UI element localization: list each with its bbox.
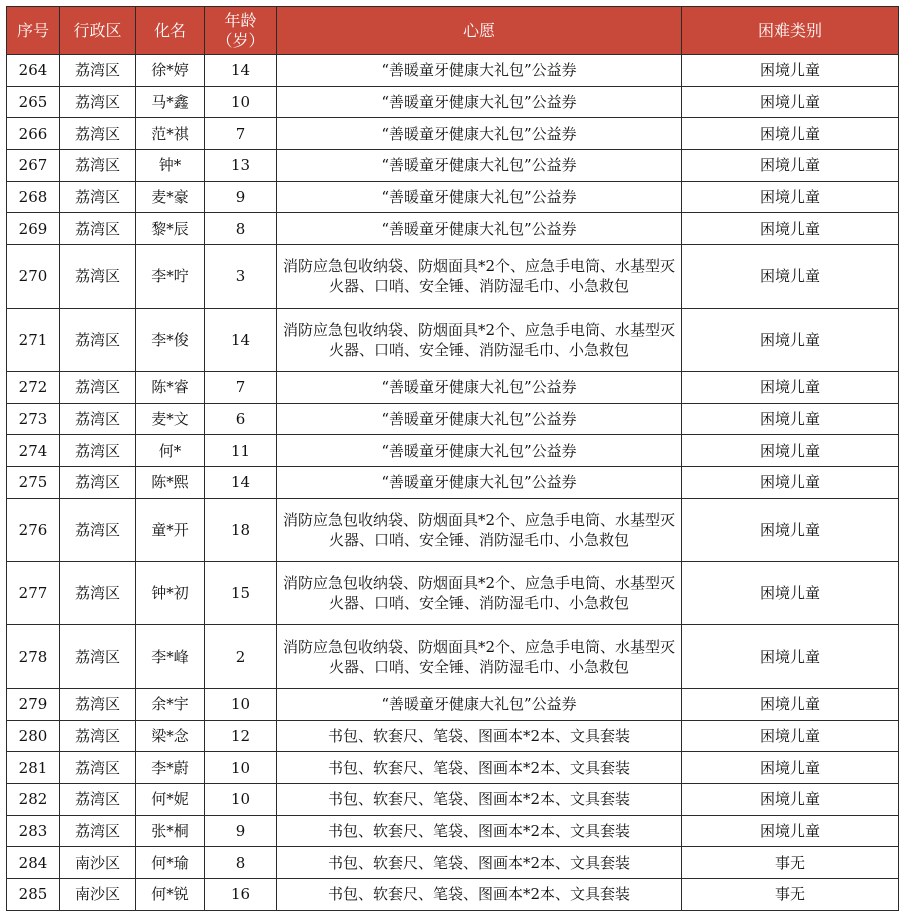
cell-wish: 书包、软套尺、笔袋、图画本*2本、文具套装 (277, 815, 682, 847)
cell-category: 困境儿童 (682, 625, 899, 688)
cell-seq: 280 (7, 720, 60, 752)
cell-wish: “善暖童牙健康大礼包”公益券 (277, 688, 682, 720)
cell-seq: 268 (7, 181, 60, 213)
table-row (7, 878, 899, 910)
cell-category: 困境儿童 (682, 150, 899, 182)
cell-district: 荔湾区 (60, 466, 136, 498)
cell-district: 荔湾区 (60, 403, 136, 435)
cell-age: 15 (205, 562, 277, 625)
cell-alias: 何*瑜 (136, 847, 205, 879)
table-row (7, 213, 899, 245)
cell-age: 12 (205, 720, 277, 752)
table-row (7, 783, 899, 815)
table-header (7, 7, 899, 55)
cell-wish: “善暖童牙健康大礼包”公益券 (277, 213, 682, 245)
cell-wish: “善暖童牙健康大礼包”公益券 (277, 403, 682, 435)
cell-seq: 277 (7, 562, 60, 625)
cell-category: 困境儿童 (682, 308, 899, 371)
cell-wish: 消防应急包收纳袋、防烟面具*2个、应急手电筒、水基型灭火器、口哨、安全锤、消防湿毛巾、小急救包 (277, 562, 682, 625)
cell-age: 9 (205, 181, 277, 213)
cell-seq: 265 (7, 86, 60, 118)
cell-district: 荔湾区 (60, 150, 136, 182)
cell-alias: 黎*辰 (136, 213, 205, 245)
cell-seq: 264 (7, 55, 60, 87)
cell-age: 7 (205, 371, 277, 403)
header-row (7, 7, 899, 55)
cell-district: 荔湾区 (60, 55, 136, 87)
table-row (7, 720, 899, 752)
cell-category: 困境儿童 (682, 688, 899, 720)
table-row (7, 688, 899, 720)
cell-alias: 李*峰 (136, 625, 205, 688)
cell-age: 10 (205, 688, 277, 720)
cell-age: 6 (205, 403, 277, 435)
cell-district: 荔湾区 (60, 815, 136, 847)
cell-alias: 余*宇 (136, 688, 205, 720)
cell-category: 困境儿童 (682, 783, 899, 815)
cell-alias: 麦*文 (136, 403, 205, 435)
cell-alias: 梁*念 (136, 720, 205, 752)
cell-category: 困境儿童 (682, 181, 899, 213)
cell-seq: 284 (7, 847, 60, 879)
cell-seq: 282 (7, 783, 60, 815)
table-row (7, 55, 899, 87)
cell-district: 南沙区 (60, 878, 136, 910)
table-row (7, 466, 899, 498)
table-row (7, 752, 899, 784)
cell-wish: 书包、软套尺、笔袋、图画本*2本、文具套装 (277, 783, 682, 815)
cell-district: 荔湾区 (60, 118, 136, 150)
cell-category: 困境儿童 (682, 498, 899, 561)
cell-age: 3 (205, 245, 277, 308)
table-row (7, 308, 899, 371)
cell-wish: “善暖童牙健康大礼包”公益券 (277, 118, 682, 150)
cell-seq: 283 (7, 815, 60, 847)
table-row (7, 625, 899, 688)
cell-category: 困境儿童 (682, 213, 899, 245)
cell-district: 荔湾区 (60, 435, 136, 467)
cell-wish: “善暖童牙健康大礼包”公益券 (277, 466, 682, 498)
header-age-line2: （岁） (216, 30, 265, 50)
cell-category: 困境儿童 (682, 435, 899, 467)
table-row (7, 118, 899, 150)
cell-wish: 消防应急包收纳袋、防烟面具*2个、应急手电筒、水基型灭火器、口哨、安全锤、消防湿毛巾、小急救包 (277, 498, 682, 561)
header-alias: 化名 (136, 7, 205, 55)
header-category: 困难类别 (682, 7, 899, 55)
cell-wish: 书包、软套尺、笔袋、图画本*2本、文具套装 (277, 847, 682, 879)
cell-category: 困境儿童 (682, 562, 899, 625)
cell-alias: 李*蔚 (136, 752, 205, 784)
table-row (7, 181, 899, 213)
cell-wish: “善暖童牙健康大礼包”公益券 (277, 435, 682, 467)
cell-age: 16 (205, 878, 277, 910)
cell-category: 困境儿童 (682, 371, 899, 403)
cell-age: 11 (205, 435, 277, 467)
cell-seq: 267 (7, 150, 60, 182)
cell-seq: 275 (7, 466, 60, 498)
header-age-line1: 年龄 (224, 10, 257, 30)
cell-age: 13 (205, 150, 277, 182)
cell-district: 南沙区 (60, 847, 136, 879)
wish-list-table-container (6, 6, 898, 911)
cell-alias: 何* (136, 435, 205, 467)
table-row (7, 435, 899, 467)
cell-district: 荔湾区 (60, 562, 136, 625)
cell-category: 困境儿童 (682, 118, 899, 150)
cell-category: 困境儿童 (682, 720, 899, 752)
cell-category: 事无 (682, 878, 899, 910)
cell-alias: 马*鑫 (136, 86, 205, 118)
cell-wish: 消防应急包收纳袋、防烟面具*2个、应急手电筒、水基型灭火器、口哨、安全锤、消防湿毛巾、小急救包 (277, 308, 682, 371)
cell-district: 荔湾区 (60, 498, 136, 561)
cell-age: 8 (205, 213, 277, 245)
cell-seq: 272 (7, 371, 60, 403)
cell-age: 2 (205, 625, 277, 688)
cell-wish: “善暖童牙健康大礼包”公益券 (277, 181, 682, 213)
cell-seq: 270 (7, 245, 60, 308)
cell-district: 荔湾区 (60, 688, 136, 720)
cell-category: 困境儿童 (682, 86, 899, 118)
table-row (7, 847, 899, 879)
cell-category: 困境儿童 (682, 815, 899, 847)
cell-age: 14 (205, 466, 277, 498)
cell-seq: 271 (7, 308, 60, 371)
cell-seq: 269 (7, 213, 60, 245)
cell-seq: 276 (7, 498, 60, 561)
wish-list-table (6, 6, 899, 911)
cell-wish: “善暖童牙健康大礼包”公益券 (277, 150, 682, 182)
table-row (7, 815, 899, 847)
cell-wish: 消防应急包收纳袋、防烟面具*2个、应急手电筒、水基型灭火器、口哨、安全锤、消防湿毛巾、小急救包 (277, 245, 682, 308)
cell-district: 荔湾区 (60, 783, 136, 815)
table-row (7, 150, 899, 182)
cell-seq: 279 (7, 688, 60, 720)
cell-age: 14 (205, 308, 277, 371)
cell-alias: 陈*睿 (136, 371, 205, 403)
cell-category: 事无 (682, 847, 899, 879)
cell-alias: 何*锐 (136, 878, 205, 910)
cell-wish: 书包、软套尺、笔袋、图画本*2本、文具套装 (277, 752, 682, 784)
cell-district: 荔湾区 (60, 752, 136, 784)
header-seq: 序号 (7, 7, 60, 55)
cell-age: 18 (205, 498, 277, 561)
cell-alias: 李*咛 (136, 245, 205, 308)
cell-alias: 徐*婷 (136, 55, 205, 87)
cell-seq: 281 (7, 752, 60, 784)
cell-alias: 陈*熙 (136, 466, 205, 498)
cell-district: 荔湾区 (60, 720, 136, 752)
cell-age: 14 (205, 55, 277, 87)
cell-alias: 童*开 (136, 498, 205, 561)
table-row (7, 86, 899, 118)
cell-seq: 278 (7, 625, 60, 688)
cell-alias: 麦*豪 (136, 181, 205, 213)
table-row (7, 562, 899, 625)
cell-category: 困境儿童 (682, 245, 899, 308)
cell-alias: 范*祺 (136, 118, 205, 150)
cell-category: 困境儿童 (682, 466, 899, 498)
cell-alias: 何*妮 (136, 783, 205, 815)
cell-wish: “善暖童牙健康大礼包”公益券 (277, 371, 682, 403)
header-wish: 心愿 (277, 7, 682, 55)
cell-seq: 285 (7, 878, 60, 910)
header-age (205, 7, 277, 55)
cell-wish: “善暖童牙健康大礼包”公益券 (277, 86, 682, 118)
header-district: 行政区 (60, 7, 136, 55)
cell-alias: 李*俊 (136, 308, 205, 371)
table-row (7, 245, 899, 308)
cell-age: 10 (205, 86, 277, 118)
cell-category: 困境儿童 (682, 752, 899, 784)
cell-category: 困境儿童 (682, 55, 899, 87)
cell-alias: 钟*初 (136, 562, 205, 625)
table-row (7, 498, 899, 561)
cell-district: 荔湾区 (60, 86, 136, 118)
table-row (7, 371, 899, 403)
table-row (7, 403, 899, 435)
cell-age: 8 (205, 847, 277, 879)
cell-age: 9 (205, 815, 277, 847)
cell-seq: 273 (7, 403, 60, 435)
cell-wish: 书包、软套尺、笔袋、图画本*2本、文具套装 (277, 720, 682, 752)
cell-alias: 张*桐 (136, 815, 205, 847)
cell-district: 荔湾区 (60, 213, 136, 245)
table-body (7, 55, 899, 911)
cell-age: 10 (205, 783, 277, 815)
cell-alias: 钟* (136, 150, 205, 182)
cell-district: 荔湾区 (60, 371, 136, 403)
cell-district: 荔湾区 (60, 181, 136, 213)
cell-seq: 266 (7, 118, 60, 150)
cell-age: 10 (205, 752, 277, 784)
cell-district: 荔湾区 (60, 308, 136, 371)
cell-wish: 书包、软套尺、笔袋、图画本*2本、文具套装 (277, 878, 682, 910)
cell-district: 荔湾区 (60, 245, 136, 308)
cell-seq: 274 (7, 435, 60, 467)
cell-wish: “善暖童牙健康大礼包”公益券 (277, 55, 682, 87)
cell-wish: 消防应急包收纳袋、防烟面具*2个、应急手电筒、水基型灭火器、口哨、安全锤、消防湿毛巾、小急救包 (277, 625, 682, 688)
cell-district: 荔湾区 (60, 625, 136, 688)
cell-age: 7 (205, 118, 277, 150)
cell-category: 困境儿童 (682, 403, 899, 435)
